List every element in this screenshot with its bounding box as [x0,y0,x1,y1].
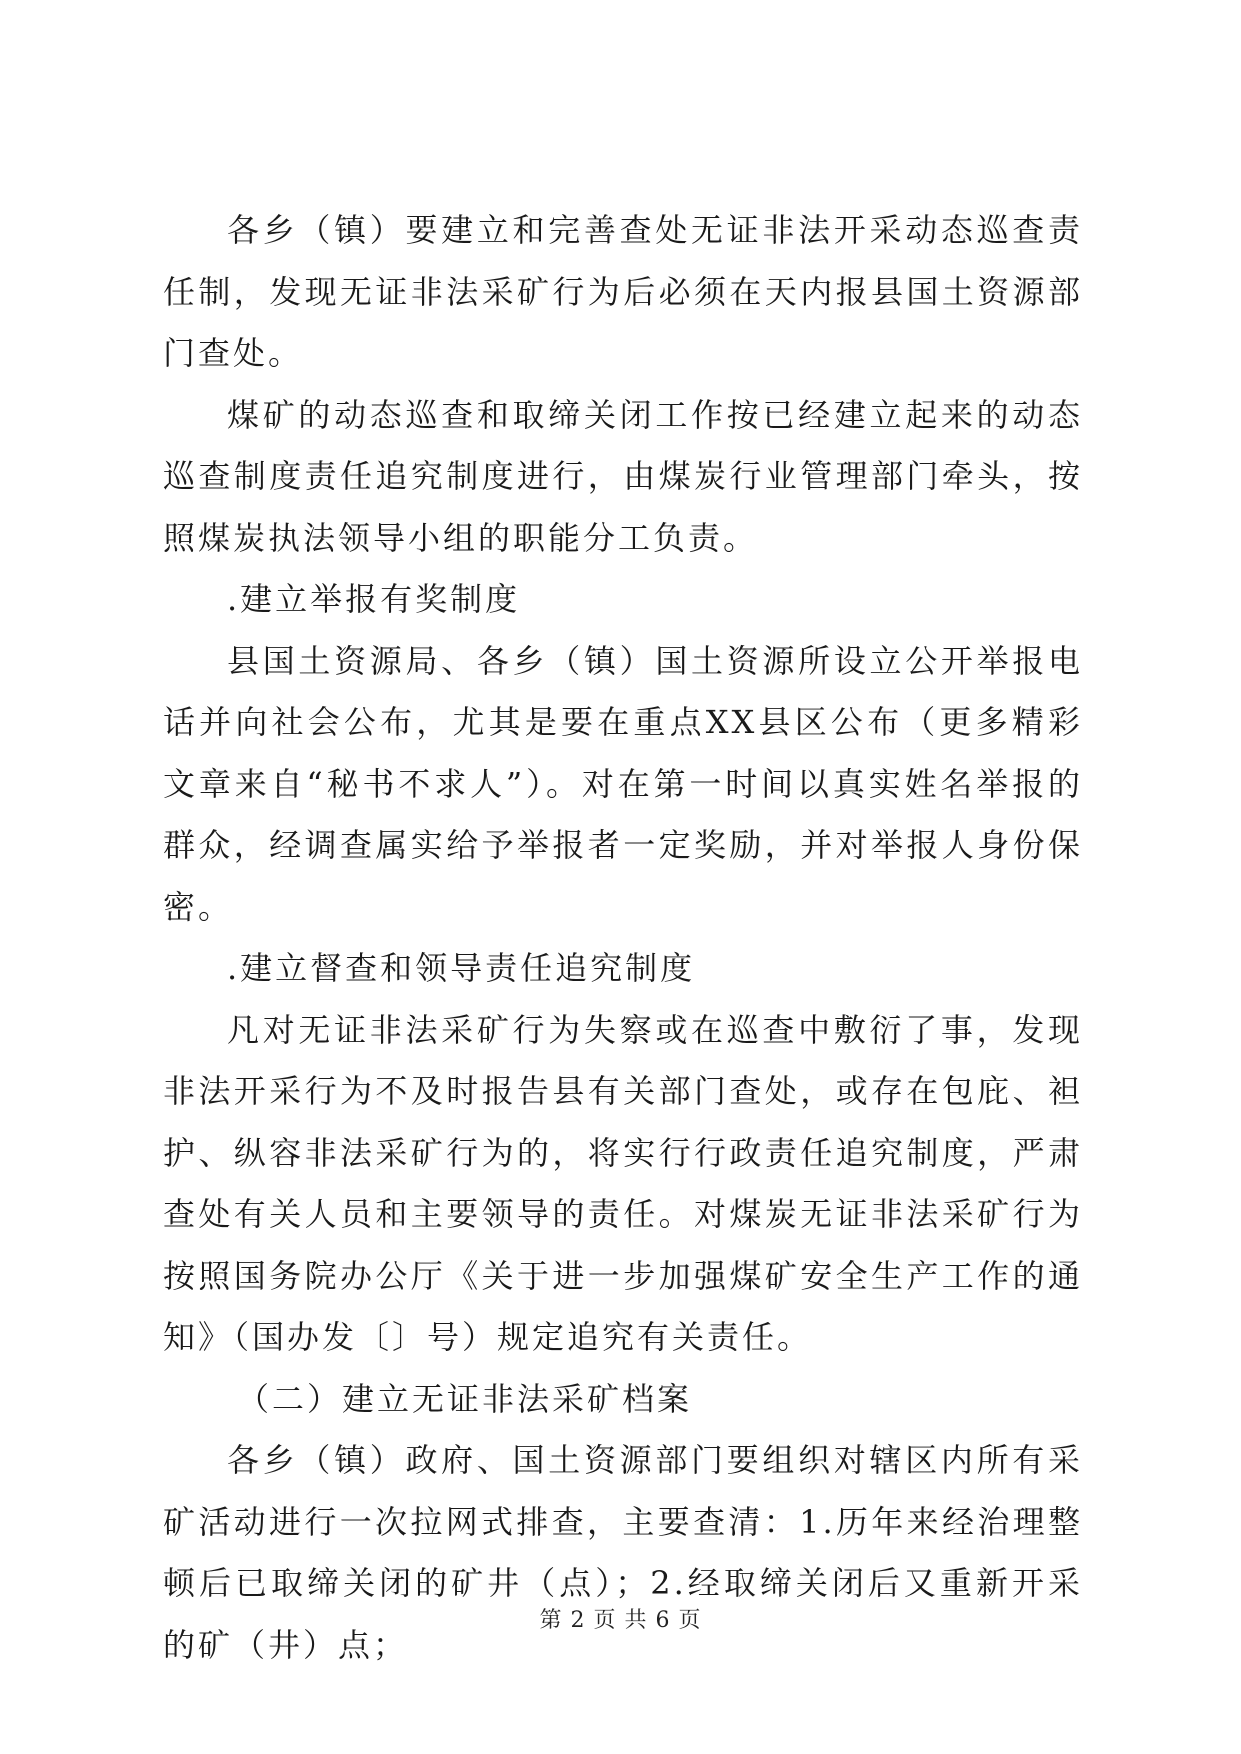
document-body [163,200,1083,1676]
heading-reporting-reward: .建立举报有奖制度 [227,580,521,618]
paragraph-archive-survey: 各乡（镇）政府、国土资源部门要组织对辖区内所有采矿活动进行一次拉网式排查，主要查清：1.历年来经治理整顿后已取缔关闭的矿井（点）；2.经取缔关闭后又重新开采的矿（井）点； [163,1441,1083,1664]
paragraph-accountability: 凡对无证非法采矿行为失察或在巡查中敷衍了事，发现非法开采行为不及时报告县有关部门查处，或存在包庇、袒护、纵容非法采矿行为的，将实行行政责任追究制度，严肃查处有关人员和主要领导的责任。对煤炭无证非法采矿行为按照国务院办公厅《关于进一步加强煤矿安全生产工作的通知》（国办发〔〕号）规定追究有关责任。 [163,1010,1083,1356]
paragraph-reporting-hotline: 县国土资源局、各乡（镇）国土资源所设立公开举报电话并向社会公布，尤其是要在重点XX县区公布（更多精彩文章来自“秘书不求人”）。对在第一时间以真实姓名举报的群众，经调查属实给予举报者一定奖励，并对举报人身份保密。 [163,641,1083,926]
heading-supervision-accountability: .建立督查和领导责任追究制度 [227,949,696,987]
page-number-footer: 第 2 页 共 6 页 [539,1608,702,1633]
paragraph-coal-mine-patrol: 煤矿的动态巡查和取缔关闭工作按已经建立起来的动态巡查制度责任追究制度进行，由煤炭行业管理部门牵头，按照煤炭执法领导小组的职能分工负责。 [163,395,1083,557]
paragraph-patrol-responsibility: 各乡（镇）要建立和完善查处无证非法开采动态巡查责任制，发现无证非法采矿行为后必须在天内报县国土资源部门查处。 [163,211,1083,372]
heading-mining-archive: （二）建立无证非法采矿档案 [237,1379,693,1418]
